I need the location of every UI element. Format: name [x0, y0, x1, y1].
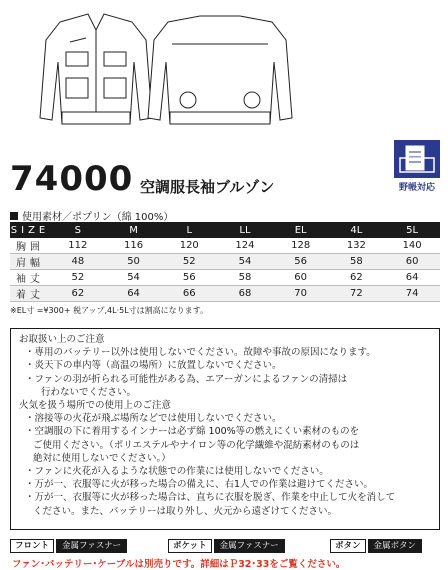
caution-item-continued: 絶対に使用しないでください。） — [33, 452, 171, 464]
size-table-header — [10, 222, 440, 238]
size-header-cell: S — [74, 224, 82, 236]
jacket-drawing — [0, 0, 448, 135]
table-cell: 68 — [238, 288, 252, 299]
spec-value: 金属ボタン — [368, 539, 423, 553]
caution-item: ・万が一、衣服等に火が移った場合は、直ちに衣服を脱ぎ、作業を中止して火を消して — [25, 492, 396, 504]
footer-note: ファン･バッテリー･ケーブルは別売りです。詳細はＰ32･33をご覧ください。 — [12, 559, 346, 570]
table-cell: 66 — [182, 288, 196, 299]
size-header-cell: 4L — [350, 224, 363, 236]
material-line — [10, 208, 173, 223]
caution-item: ・炎天下の車内等（高温の場所）に放置しないでください。 — [25, 360, 282, 372]
bullet-square-icon — [10, 212, 18, 220]
size-header-cell: 5L — [406, 224, 419, 236]
table-cell: 64 — [405, 272, 419, 283]
table-cell: 124 — [235, 240, 255, 251]
size-header-cell: L — [186, 224, 193, 236]
table-row — [10, 254, 440, 270]
table-cell: 56 — [294, 256, 308, 267]
table-cell: 58 — [238, 272, 252, 283]
spec-button — [330, 539, 422, 553]
caution-item: ・溶接等の火花が飛ぶ場所などでは使用しないでください。 — [25, 413, 282, 425]
size-header-cell: EL — [294, 224, 307, 236]
spec-key: ポケット — [168, 539, 212, 553]
caution-item: ・ファンに火花が入るような状態での作業には使用しないでください。 — [25, 466, 329, 478]
table-cell: 56 — [182, 272, 196, 283]
field-notebook-icon — [394, 140, 440, 178]
table-cell: 116 — [124, 240, 144, 251]
material-text: 使用素材／ポプリン（綿 100%） — [22, 212, 174, 223]
caution-item: ・万が一、衣服等に火が移った場合の備えに、右1人での作業は避けてください。 — [25, 479, 374, 491]
caution-item-continued: 行わないでください。 — [41, 386, 137, 398]
table-cell: 58 — [350, 256, 363, 267]
table-cell: 128 — [291, 240, 311, 251]
spec-pocket — [168, 539, 285, 553]
table-cell: 120 — [179, 240, 199, 251]
table-cell: 60 — [405, 256, 419, 267]
badge-label: 野帳対応 — [398, 183, 435, 193]
caution-item-continued: ください。また、バッテリーは取り外し、火元から遠ざけてください。 — [33, 505, 338, 517]
size-header-cell: M — [129, 224, 138, 236]
caution-item: ・空調服の下に着用するインナーは必ず綿 100%等の燃えにくい素材のものを — [25, 426, 360, 438]
table-cell: 52 — [71, 272, 85, 283]
jacket-illustrations — [0, 0, 448, 135]
table-cell: 48 — [71, 256, 85, 267]
table-row — [10, 238, 440, 254]
caution-section-title: 火気を扱う場所での使用上のご注意 — [19, 400, 172, 412]
caution-item-continued: ご使用ください。（ポリエステルやナイロン等の化学繊維や混紡素材のものは — [33, 439, 360, 451]
size-table — [10, 222, 440, 302]
table-cell: 112 — [68, 240, 88, 251]
table-cell: 140 — [402, 240, 422, 251]
row-label: 胸囲 — [16, 242, 44, 253]
spec-key: フロント — [10, 539, 54, 553]
product-name: 空調服長袖ブルゾン — [140, 178, 275, 196]
table-row — [10, 286, 440, 302]
spec-value: 金属ファスナー — [56, 539, 127, 553]
row-label: 着丈 — [16, 290, 44, 301]
table-cell: 54 — [238, 256, 252, 267]
spec-value: 金属ファスナー — [214, 539, 285, 553]
table-cell: 54 — [127, 272, 140, 283]
table-row — [10, 270, 440, 286]
table-cell: 74 — [405, 288, 419, 299]
product-code: 74000 — [10, 159, 134, 199]
table-cell: 62 — [71, 288, 85, 299]
table-cell: 50 — [127, 256, 140, 267]
caution-box — [10, 328, 440, 530]
table-cell: 60 — [294, 272, 308, 283]
table-cell: 70 — [294, 288, 308, 299]
table-cell: 62 — [350, 272, 363, 283]
row-label: 袖丈 — [16, 274, 44, 285]
table-cell: 132 — [346, 240, 366, 251]
spec-front — [10, 539, 127, 553]
row-label: 肩幅 — [16, 258, 44, 269]
size-header-cell: LL — [239, 224, 251, 236]
spec-key: ボタン — [330, 539, 366, 553]
back-jacket-body — [148, 16, 292, 124]
table-cell: 64 — [127, 288, 140, 299]
table-cell: 72 — [350, 288, 363, 299]
caution-item: ・ファンの羽が折られる可能性がある為、エアーガンによるファンの清掃は — [25, 373, 348, 385]
caution-item: ・専用のバッテリー以外は使用しないでください。故障や事故の原因になります。 — [25, 347, 376, 359]
size-header-cell: SIZE — [10, 224, 50, 236]
caution-section-title: お取扱い上のご注意 — [19, 334, 105, 345]
size-note: ※EL寸 =¥300+ 税アップ,4L·5L寸は割高になります。 — [10, 306, 209, 315]
table-cell: 52 — [182, 256, 196, 267]
